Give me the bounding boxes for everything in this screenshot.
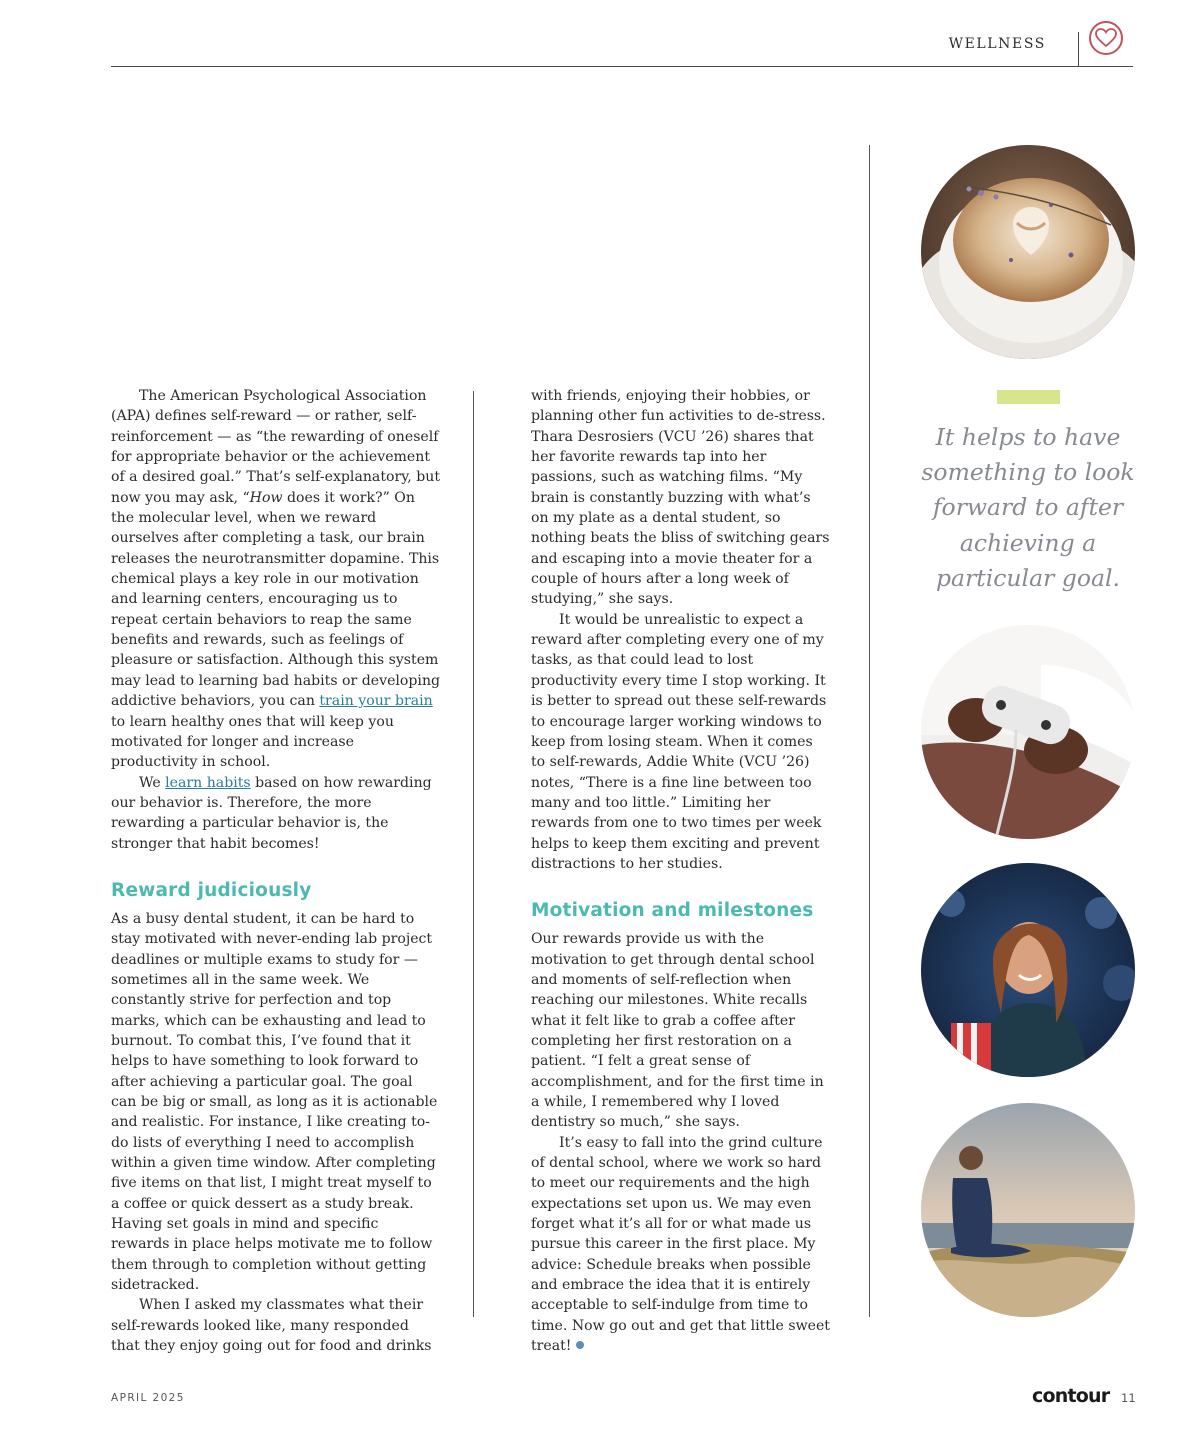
- paragraph: We learn habits based on how rewarding our behavior is. Therefore, the more rewarding a particular behavior is, the stronger that habit becomes!: [111, 774, 432, 852]
- subhead-motivation-and-milestones: Motivation and milestones: [531, 900, 814, 922]
- page-number: 11: [1121, 1391, 1136, 1405]
- header-rule: [111, 66, 1133, 67]
- column-divider: [473, 391, 474, 1317]
- article-column-2: [531, 386, 831, 1356]
- section-label: WELLNESS: [948, 36, 1046, 52]
- paragraph: It’s easy to fall into the grind culture of dental school, where we work so hard to meet our requirements and the high expectations set upon us. We may even forget what it’s all for or what made us pursue this career in the first place. My advice: Schedule breaks when possible and embrace the idea that it is entirely acceptable to self-indulge from time to time. Now go out and get that little sweet treat!: [531, 1134, 830, 1355]
- meditation-photo: [921, 1103, 1135, 1317]
- pull-quote-accent-bar: [997, 390, 1060, 404]
- paragraph: When I asked my classmates what their self-rewards looked like, many responded that they enjoy going out for food and drinks: [111, 1297, 432, 1355]
- paragraph: Our rewards provide us with the motivation to get through dental school and moments of self-reflection when reaching our milestones. White recalls what it felt like to grab a coffee after completing her first restoration on a patient. “I felt a great sense of accomplishment, and for the first time in a while, I remembered why I loved dentistry so much,” she says.: [531, 931, 824, 1131]
- issue-date: APRIL 2025: [111, 1392, 185, 1404]
- subhead-reward-judiciously: Reward judiciously: [111, 879, 312, 901]
- pull-quote: It helps to have something to look forward to after achieving a particular goal.: [921, 423, 1135, 592]
- paragraph: It would be unrealistic to expect a reward after completing every one of my tasks, as that could lead to lost productivity every time I stop working. It is better to spread out these self-rewards to encourage larger working windows to keep from losing steam. When it comes to self-rewards, Addie White (VCU ’26) notes, “There is a fine line between too many and too little.” Limiting her rewards from one to two times per week helps to keep them exciting and prevent distractions to her studies.: [531, 611, 827, 872]
- header-divider: [1078, 32, 1079, 67]
- magazine-logo: contour: [1032, 1385, 1110, 1407]
- paragraph: As a busy dental student, it can be hard to stay motivated with never-ending lab project deadlines or multiple exams to study for — sometimes all in the same week. We constantly strive for perfection and top marks, which can be exhausting and lead to burnout. To combat this, I’ve found that it helps to have something to look forward to after achieving a particular goal. The goal can be big or small, as long as it is actionable and realistic. For instance, I like creating to-do lists of everything I need to accomplish within a given time window. After completing five items on that list, I might treat myself to a coffee or quick dessert as a study break. Having set goals in mind and specific rewards in place helps motivate me to follow them through to completion without getting sidetracked.: [111, 910, 438, 1294]
- end-mark-icon: [576, 1341, 584, 1349]
- video-game-photo: [921, 625, 1135, 839]
- paragraph: with friends, enjoying their hobbies, or planning other fun activities to de-stress. Thara Desrosiers (VCU ’26) shares that her favorite rewards tap into her passions, such as watching films. “My brain is constantly buzzing with what’s on my plate as a dental student, so nothing beats the bliss of switching gears and escaping into a movie theater for a couple of hours after a long week of studying,” she says.: [531, 388, 830, 608]
- learn-habits-link[interactable]: learn habits: [165, 774, 251, 791]
- train-your-brain-link[interactable]: train your brain: [319, 693, 433, 710]
- sidebar-divider: [869, 145, 870, 1317]
- coffee-photo: [921, 145, 1135, 359]
- emphasis-text: How: [249, 489, 283, 506]
- movie-theater-photo: [921, 863, 1135, 1077]
- heart-icon: [1089, 21, 1123, 55]
- paragraph: The American Psychological Association (APA) defines self-reward — or rather, self-reinforcement — as “the rewarding of oneself for appropriate behavior or the achievement of a desired goal.” That’s self-explanatory, but now you may ask, “How does it work?” On the molecular level, when we reward ourselves after completing a task, our brain releases the neurotransmitter dopamine. This chemical plays a key role in our motivation and learning centers, encouraging us to repeat certain behaviors to reap the same benefits and rewards, such as feelings of pleasure or satisfaction. Although this system may lead to learning bad habits or developing addictive behaviors, you can train your brain to learn healthy ones that will keep you motivated for longer and increase productivity in school.: [111, 388, 441, 771]
- article-column-1: [111, 386, 441, 1356]
